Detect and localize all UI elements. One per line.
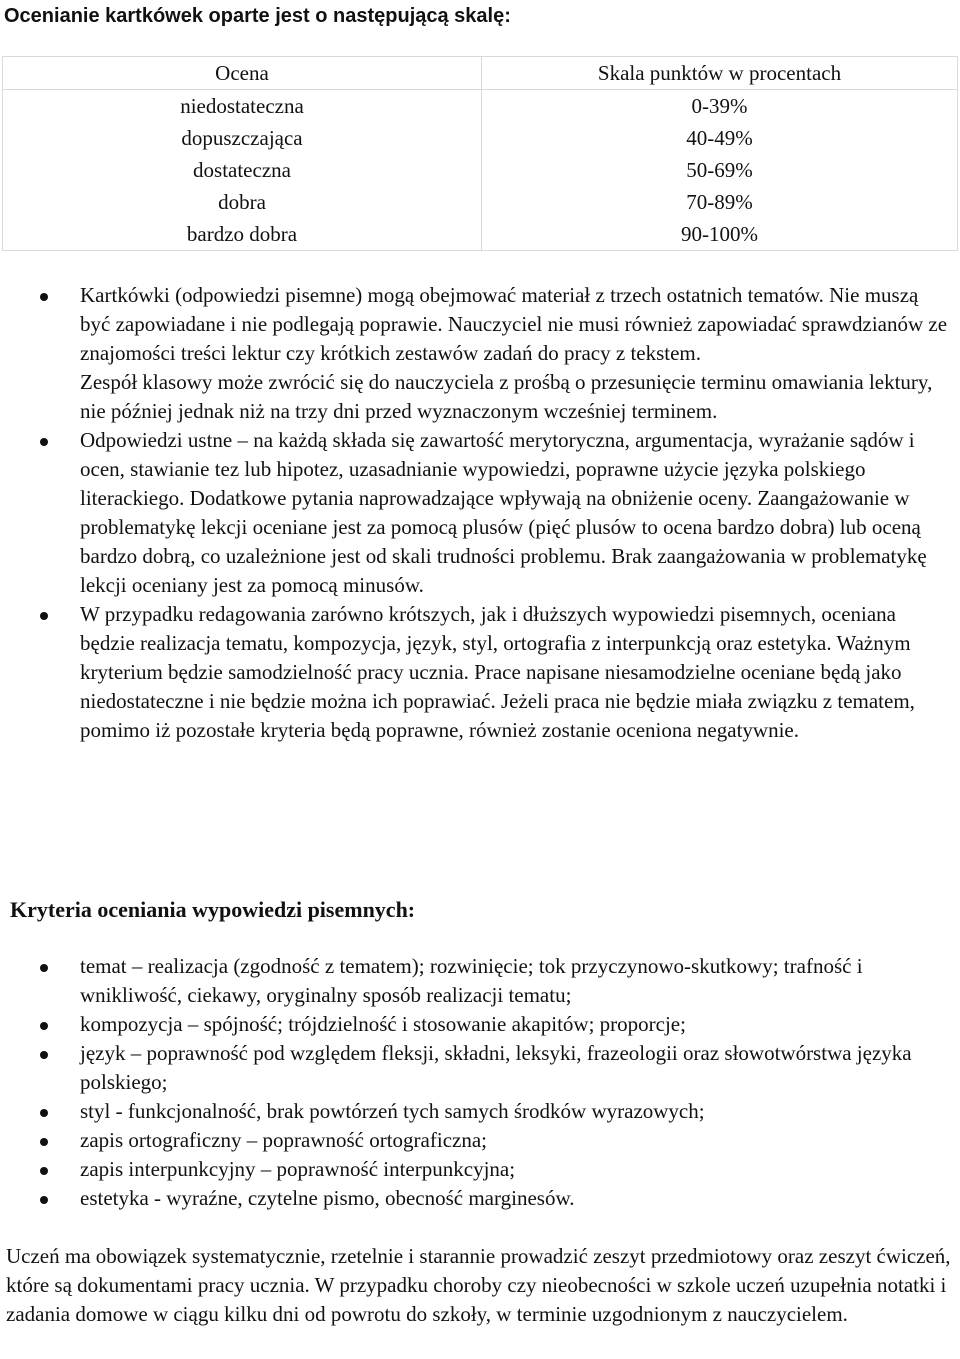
table-row [3, 122, 958, 154]
table-row [3, 186, 958, 218]
table-row [3, 154, 958, 186]
grade-cell: dopuszczająca [3, 122, 482, 154]
list-item-text: Odpowiedzi ustne – na każdą składa się zawartość merytoryczna, argumentacja, wyrażanie sądów i ocen, stawianie tez lub hipotez, uzasadnianie wypowiedzi, poprawne użycie języka polskiego literackiego. Dodatkowe pytania naprowadzające wpływają na obniżenie oceny. Zaangażowanie w problematykę lekcji oceniane jest za pomocą plusów (pięć plusów to ocena bardzo dobra) lub oceną bardzo dobrą, co uzależnione jest od skali trudności problemu. Brak zaangażowania w problematykę lekcji oceniany jest za pomocą minusów. [80, 428, 927, 597]
scale-cell: 0-39% [482, 90, 958, 123]
list-item [0, 1184, 960, 1213]
list-item-text: estetyka - wyraźne, czytelne pismo, obecność marginesów. [80, 1186, 575, 1210]
list-item-text: zapis ortograficzny – poprawność ortograficzna; [80, 1128, 487, 1152]
list-item [0, 281, 960, 368]
column-header-scale: Skala punktów w procentach [482, 57, 958, 90]
list-item [0, 1155, 960, 1184]
table-row [3, 90, 958, 123]
grade-scale-table [2, 56, 958, 251]
table-header-row [3, 57, 958, 90]
column-header-grade: Ocena [3, 57, 482, 90]
list-item [0, 426, 960, 600]
section-title: Kryteria oceniania wypowiedzi pisemnych: [10, 897, 416, 922]
list-item [0, 1126, 960, 1155]
bullet-icon [40, 438, 48, 446]
list-item-text: temat – realizacja (zgodność z tematem); rozwinięcie; tok przyczynowo-skutkowy; trafność i wnikliwość, ciekawy, oryginalny sposób realizacji tematu; [80, 954, 863, 1007]
list-item [0, 1010, 960, 1039]
list-item-text: Zespół klasowy może zwrócić się do nauczyciela z prośbą o przesunięcie terminu omawiania lektury, nie później jednak niż na trzy dni przed wyznaczonym wcześniej terminem. [80, 370, 933, 423]
scale-cell: 70-89% [482, 186, 958, 218]
bullet-icon [40, 1196, 48, 1204]
closing-paragraph: Uczeń ma obowiązek systematycznie, rzetelnie i starannie prowadzić zeszyt przedmiotowy oraz zeszyt ćwiczeń, które są dokumentami pracy ucznia. W przypadku choroby czy nieobecności w szkole uczeń uzupełnia notatki i zadania domowe w ciągu kilku dni od powrotu do szkoły, w terminie uzgodnionym z nauczycielem. [6, 1244, 951, 1326]
grade-cell: bardzo dobra [3, 218, 482, 251]
scale-cell: 40-49% [482, 122, 958, 154]
bullet-icon [40, 1138, 48, 1146]
bullet-icon [40, 1022, 48, 1030]
list-item-text: kompozycja – spójność; trójdzielność i stosowanie akapitów; proporcje; [80, 1012, 686, 1036]
list-item [0, 368, 960, 426]
page-heading: Ocenianie kartkówek oparte jest o następującą skalę: [4, 5, 511, 27]
grade-cell: dobra [3, 186, 482, 218]
table-row [3, 218, 958, 251]
scale-cell: 90-100% [482, 218, 958, 251]
scale-cell: 50-69% [482, 154, 958, 186]
bullet-icon [40, 1051, 48, 1059]
bullet-icon [40, 1167, 48, 1175]
bullet-icon [40, 964, 48, 972]
grade-cell: dostateczna [3, 154, 482, 186]
list-item [0, 1039, 960, 1097]
list-item-text: język – poprawność pod względem fleksji, składni, leksyki, frazeologii oraz słowotwórstwa języka polskiego; [80, 1041, 912, 1094]
bullet-icon [40, 293, 48, 301]
list-item [0, 952, 960, 1010]
list-item [0, 600, 960, 745]
rules-list [0, 281, 960, 745]
list-item-text: Kartkówki (odpowiedzi pisemne) mogą obejmować materiał z trzech ostatnich tematów. Nie muszą być zapowiadane i nie podlegają poprawie. Nauczyciel nie musi również zapowiadać sprawdzianów ze znajomości treści lektur czy krótkich zestawów zadań do pracy z tekstem. [80, 283, 948, 365]
bullet-icon [40, 1109, 48, 1117]
bullet-icon [40, 612, 48, 620]
list-item-text: styl - funkcjonalność, brak powtórzeń tych samych środków wyrazowych; [80, 1099, 705, 1123]
list-item-text: zapis interpunkcyjny – poprawność interpunkcyjna; [80, 1157, 516, 1181]
criteria-list [0, 952, 960, 1213]
list-item-text: W przypadku redagowania zarówno krótszych, jak i dłuższych wypowiedzi pisemnych, oceniana będzie realizacja tematu, kompozycja, język, styl, ortografia z interpunkcją oraz estetyka. Ważnym kryterium będzie samodzielność pracy ucznia. Prace napisane niesamodzielne oceniane będą jako niedostateczne i nie będzie można ich poprawiać. Jeżeli praca nie będzie miała związku z tematem, pomimo iż pozostałe kryteria będą poprawne, również zostanie oceniona negatywnie. [80, 602, 915, 742]
list-item [0, 1097, 960, 1126]
grade-cell: niedostateczna [3, 90, 482, 123]
